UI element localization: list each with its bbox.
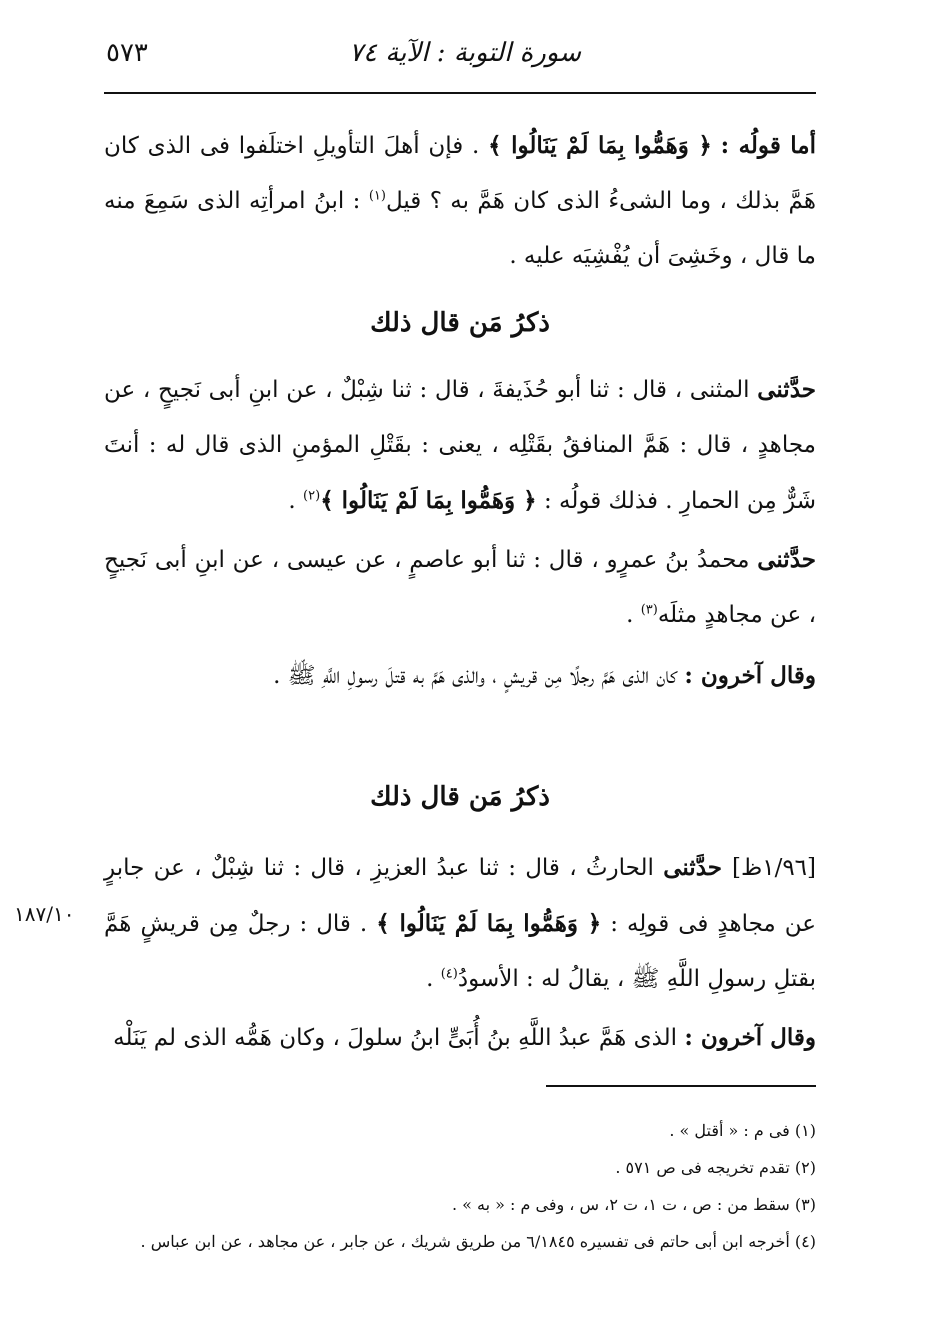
paragraph-lead: حدَّثنى — [757, 546, 816, 573]
quran-quote: ﴿ وَهَمُّوا بِمَا لَمْ يَنَالُوا ﴾ — [376, 910, 602, 937]
footnote-ref: (١) — [368, 188, 386, 204]
paragraph-text: الحارثُ ، قال : ثنا عبدُ العزيزِ ، قال : ثنا شِبْلٌ ، عن جابرٍ عن مجاهدٍ فى قولِه : — [104, 855, 816, 937]
footnotes — [104, 1112, 816, 1260]
paragraph-text: محمدُ بنُ عمرٍو ، قال : ثنا أبو عاصمٍ ، عن عيسى ، عن ابنِ أبى نَجيحٍ ، عن مجاهدٍ مثلَه — [104, 547, 816, 628]
paragraph-5 — [104, 840, 816, 1007]
footnote-4: (٤) أخرجه ابن أبى حاتم فى تفسيره ٦/١٨٤٥ من طريق شريك ، عن جابر ، عن مجاهد ، عن ابن عباس . — [140, 1232, 816, 1251]
footnote-ref: (٢) — [303, 488, 321, 504]
paragraph-text: المثنى ، قال : ثنا أبو حُذَيفةَ ، قال : ثنا شِبْلٌ ، عن ابنِ أبى نَجيحٍ ، عن مجاهدٍ ، قال : هَمَّ المنافقُ بقَتْلِه ، يعنى : بقَتْلِ المؤمنِ الذى قال له : أنتَ شَرٌّ مِن الحمارِ . فذلك قولُه : — [104, 377, 816, 514]
quran-quote: ﴿ وَهَمُّوا بِمَا لَمْ يَنَالُوا ﴾ — [488, 132, 712, 159]
paragraph-4 — [104, 648, 816, 704]
footnote-ref: (٤) — [440, 966, 458, 982]
paragraph-text: . — [288, 488, 304, 514]
paragraph-1 — [104, 118, 816, 284]
footnote-3: (٣) سقط من : ص ، ت ١، ت ٢، س ، وفى م : « به » . — [451, 1195, 816, 1214]
paragraph-text: : ابنُ امرأتِه الذى سَمِعَ منه ما قال ، وخَشِىَ أن يُفْشِيَه عليه . — [104, 188, 816, 269]
quran-quote: ﴿ وَهَمُّوا بِمَا لَمْ يَنَالُوا ﴾ — [320, 487, 537, 514]
margin-volume-ref: ١٨٧/١٠ — [14, 902, 75, 926]
footnote-2: (٢) تقدم تخريجه فى ص ٥٧١ . — [615, 1158, 816, 1177]
section-heading: ذكرُ مَن قال ذلك — [370, 782, 550, 812]
paragraph-lead: حدَّثنى — [663, 854, 732, 881]
paragraph-text: كان الذى هَمَّ رجلًا مِن قريشٍ ، والذى هَمَّ به قتلَ رسولِ اللَّهِ ﷺ . — [273, 663, 685, 689]
paragraph-lead: حدَّثنى — [757, 376, 816, 403]
page-number: ٥٧٣ — [106, 38, 148, 68]
header-rule — [104, 92, 816, 94]
paragraph-lead: وقال آخرون : — [684, 1024, 816, 1051]
footnote-ref: (٣) — [640, 602, 658, 618]
paragraph-lead: أما قولُه : — [720, 132, 816, 159]
manuscript-folio-ref: [١/٩٦ظ] — [731, 855, 817, 881]
paragraph-text: الذى هَمَّ عبدُ اللَّهِ بنُ أُبَىٍّ ابنُ سلولَ ، وكان هَمُّه الذى لم يَنَلْه — [113, 1025, 685, 1051]
paragraph-6 — [104, 1010, 816, 1066]
paragraph-3 — [104, 532, 816, 643]
running-title: سورة التوبة : الآية ٧٤ — [349, 38, 581, 68]
paragraph-text: . فإن أهلَ التأويلِ اختلَفوا فى الذى كان هَمَّ بذلك ، وما الشىءُ الذى كان هَمَّ به ؟ قيل — [104, 133, 816, 214]
footnote-separator — [546, 1085, 816, 1087]
footnote-1: (١) فى م : « أقتل » . — [669, 1121, 816, 1140]
paragraph-text: . — [626, 602, 641, 628]
paragraph-text: . قال : رجلٌ مِن قريشٍ هَمَّ بقتلِ رسولِ اللَّهِ ﷺ ، يقالُ له : الأسودُ — [104, 911, 816, 992]
paragraph-lead: وقال آخرون : — [684, 662, 816, 689]
section-heading: ذكرُ مَن قال ذلك — [370, 308, 550, 338]
paragraph-text: . — [426, 966, 441, 992]
paragraph-2 — [104, 362, 816, 529]
